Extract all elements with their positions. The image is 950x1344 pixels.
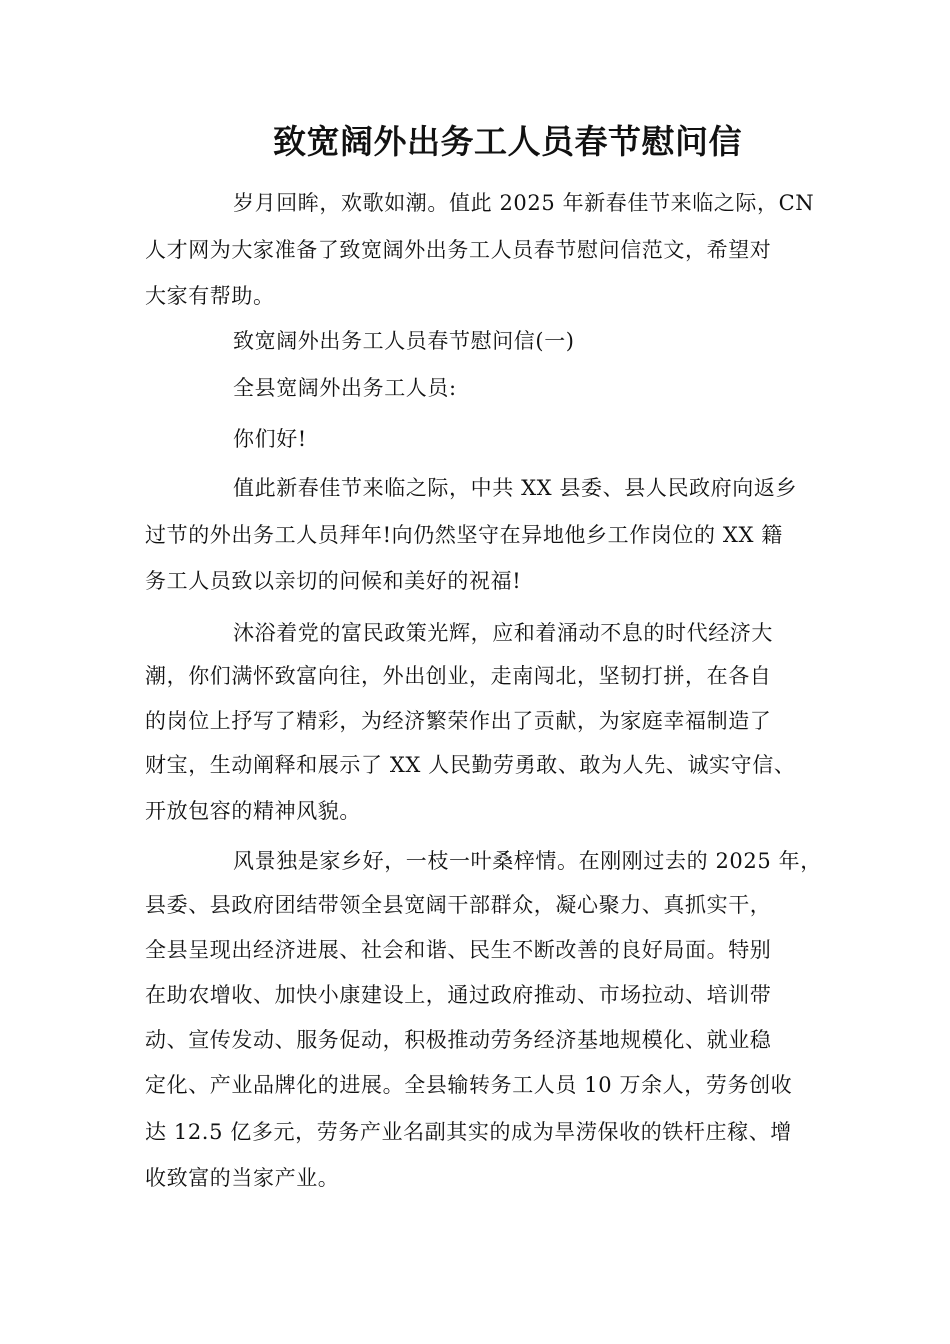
salutation: 全县宽阔外出务工人员: xyxy=(233,376,457,400)
paragraph-line: 在助农增收、加快小康建设上，通过政府推动、市场拉动、培训带 xyxy=(145,983,772,1007)
paragraph-line: 人才网为大家准备了致宽阔外出务工人员春节慰问信范文，希望对 xyxy=(145,238,772,262)
paragraph-line: 大家有帮助。 xyxy=(145,284,275,308)
paragraph-line: 县委、县政府团结带领全县宽阔干部群众，凝心聚力、真抓实干， xyxy=(145,893,772,917)
paragraph-line: 定化、产业品牌化的进展。全县输转务工人员 10 万余人，劳务创收 xyxy=(145,1073,793,1097)
paragraph-line: 值此新春佳节来临之际，中共 XX 县委、县人民政府向返乡 xyxy=(233,476,798,500)
paragraph-line: 全县呈现出经济进展、社会和谐、民生不断改善的良好局面。特别 xyxy=(145,938,772,962)
paragraph-line: 岁月回眸，欢歌如潮。值此 2025 年新春佳节来临之际，CN xyxy=(233,191,815,215)
paragraph-line: 收致富的当家产业。 xyxy=(145,1166,340,1190)
paragraph-line: 过节的外出务工人员拜年!向仍然坚守在异地他乡工作岗位的 XX 籍 xyxy=(145,523,783,547)
greeting: 你们好! xyxy=(233,427,307,451)
document-title: 致宽阔外出务工人员春节慰问信 xyxy=(273,122,742,161)
paragraph-line: 动、宣传发动、服务促动，积极推动劳务经济基地规模化、就业稳 xyxy=(145,1028,772,1052)
paragraph-line: 沐浴着党的富民政策光辉，应和着涌动不息的时代经济大 xyxy=(233,621,773,645)
paragraph-line: 潮，你们满怀致富向往，外出创业，走南闯北，坚韧打拼，在各自 xyxy=(145,664,772,688)
paragraph-line: 达 12.5 亿多元，劳务产业名副其实的成为旱涝保收的铁杆庄稼、增 xyxy=(145,1120,792,1144)
paragraph-line: 财宝，生动阐释和展示了 XX 人民勤劳勇敢、敢为人先、诚实守信、 xyxy=(145,753,796,777)
paragraph-line: 开放包容的精神风貌。 xyxy=(145,799,361,823)
paragraph-line: 务工人员致以亲切的问候和美好的祝福! xyxy=(145,569,522,593)
paragraph-line: 风景独是家乡好，一枝一叶桑梓情。在刚刚过去的 2025 年， xyxy=(233,849,822,873)
paragraph-line: 的岗位上抒写了精彩，为经济繁荣作出了贡献，为家庭幸福制造了 xyxy=(145,709,772,733)
section-heading: 致宽阔外出务工人员春节慰问信(一) xyxy=(233,329,575,353)
